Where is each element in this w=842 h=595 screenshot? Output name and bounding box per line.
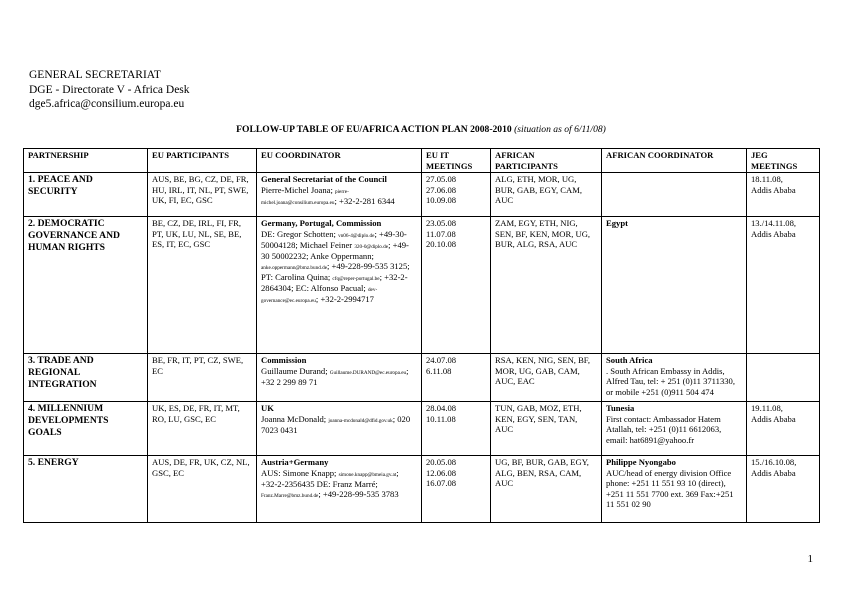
eu-coordinator-cell [257,217,422,354]
eu-coordinator-cell [257,402,422,456]
meeting-date: 28.04.08 [426,403,457,413]
col-header-eu-coordinator: EU COORDINATOR [257,149,422,173]
col-header-eu-it-meetings: EU IT MEETINGS [422,149,491,173]
african-coordinator-cell [602,217,747,354]
title-main: FOLLOW-UP TABLE OF EU/AFRICA ACTION PLAN 2008-2010 [236,124,512,135]
coordinator-text: ; +32-2-2356435 DE: Franz Marré; [261,467,399,489]
meeting-date: 24.07.08 [426,355,457,365]
coordinator-text: ; +49-228-99-535 3125; PT: Carolina Quina; [261,261,410,283]
coordinator-text: ; +32-2-2864304; EC: Alfonso Pacual; [261,272,408,294]
partnership-cell: 1. PEACE AND SECURITY [24,173,148,217]
jeg-meeting-text: Addis Ababa [751,467,796,478]
meeting-date: 10.11.08 [426,413,456,424]
table-row [24,217,820,354]
meeting-date: 20.05.08 [426,457,457,467]
african-participants-cell: UG, BF, BUR, GAB, EGY, ALG, BEN, RSA, CAM, AUC [491,456,602,523]
coordinator-text: Guillaume.DURAND@ec.europa.eu [329,369,407,376]
coordinator-text: ; +49-30-50004128; Michael Feiner [261,228,407,250]
coordinator-text: Joanna McDonald; [261,413,329,424]
african-coordinator-text: Tunesia [606,403,635,413]
african-coordinator-text: First contact: Ambassador Hatem Atallah, tel: +251 (0)11 6612063, email: hat6891@yahoo.fr [606,413,722,445]
col-header-african-participants: AFRICAN PARTICIPANTS [491,149,602,173]
meeting-date: 27.06.08 [426,184,457,195]
coordinator-text: 320-0@diplo.de [354,243,389,250]
title-situation: (situation as of 6/11/08) [514,124,606,135]
col-header-eu-participants: EU PARTICIPANTS [148,149,257,173]
meeting-date: 10.09.08 [426,195,457,206]
page-number: 1 [807,553,813,565]
coordinator-text: Commission [261,355,307,365]
meeting-date: 6.11.08 [426,365,452,376]
african-coordinator-cell [602,456,747,523]
eu-coordinator-cell [257,354,422,402]
african-coordinator-text: AUC/head of energy division Office phone: +251 11 551 93 10 (direct), +251 11 551 7700 ext. 369 Fax:+251 11 551 02 90 [606,467,734,510]
african-participants-cell: TUN, GAB, MOZ, ETH, KEN, EGY, SEN, TAN, AUC [491,402,602,456]
african-participants-cell: ZAM, EGY, ETH, NIG, SEN, BF, KEN, MOR, UG, BUR, ALG, RSA, AUC [491,217,602,354]
partnership-cell: 4. MILLENNIUM DEVELOPMENTS GOALS [24,402,148,456]
eu-it-meetings-cell [422,173,491,217]
coordinator-text: ; 020 7023 0431 [261,413,411,435]
meeting-date: 11.07.08 [426,228,456,239]
table-row [24,456,820,523]
meeting-date: 12.06.08 [426,467,457,478]
jeg-meeting-text: 15./16.10.08, [751,457,797,467]
coordinator-text: Guillaume Durand; [261,365,330,376]
eu-coordinator-cell [257,173,422,217]
coordinator-text: ; +32 2 299 89 71 [261,365,409,387]
coordinator-text: AUS: Simone Knapp; [261,467,339,478]
header-line-2: DGE - Directorate V - Africa Desk [29,83,190,96]
page-title [0,124,842,135]
eu-participants-cell: AUS, DE, FR, UK, CZ, NL, GSC, EC [148,456,257,523]
jeg-meeting-text: Addis Ababa [751,228,796,239]
eu-participants-cell: AUS, BE, BG, CZ, DE, FR, HU, IRL, IT, NL, PT, SWE, UK, FI, EC, GSC [148,173,257,217]
col-header-jeg-meetings: JEG MEETINGS [747,149,820,173]
col-header-african-coordinator: AFRICAN COORDINATOR [602,149,747,173]
partnership-cell: 5. ENERGY [24,456,148,523]
jeg-meetings-cell [747,456,820,523]
jeg-meeting-text: 18.11.08, [751,174,783,184]
coordinator-text: vn06-4@diplo.de [338,232,375,239]
coordinator-text: joanna-mcdonald@dfid.gov.uk [328,417,393,424]
african-coordinator-cell [602,173,747,217]
header-line-1: GENERAL SECRETARIAT [29,69,161,81]
header-email: dge5.africa@consilium.europa.eu [29,98,185,110]
coordinator-text: ; +49-30 50002232; Anke Oppermann; [261,239,409,261]
coordinator-text: dev-governance@ec.europa.eu [261,287,378,305]
eu-it-meetings-cell [422,402,491,456]
meeting-date: 20.10.08 [426,239,457,250]
coordinator-text: ; +49-228-99-535 3783 [318,489,399,500]
coordinator-text: anke.oppermann@bmz.bund.de [261,265,327,272]
coordinator-text: Pierre-Michel Joana; [261,184,335,195]
eu-it-meetings-cell [422,456,491,523]
meeting-date: 16.07.08 [426,478,457,489]
eu-it-meetings-cell [422,217,491,354]
table-header-row [24,149,820,173]
jeg-meeting-text: Addis Ababa [751,413,796,424]
col-header-partnership: PARTNERSHIP [24,149,148,173]
coordinator-text: ; +32-2-2994717 [315,294,374,305]
african-participants-cell: RSA, KEN, NIG, SEN, BF, MOR, UG, GAB, CAM, AUC, EAC [491,354,602,402]
coordinator-text: Germany, Portugal, Commission [261,218,382,228]
african-coordinator-text: . South African Embassy in Addis, Alfred Tau, tel: + 251 (0)11 3711330, or mobile +251 (0)911 504 474 [606,365,735,397]
african-coordinator-text: Egypt [606,218,628,228]
eu-participants-cell: UK, ES, DE, FR, IT, MT, RO, LU, GSC, EC [148,402,257,456]
coordinator-text: Austria+Germany [261,457,329,467]
jeg-meeting-text: 13./14.11.08, [751,218,797,228]
coordinator-text: Franz.Marre@bmz.bund.de [261,493,319,500]
coordinator-text: ; +32-2-281 6344 [334,195,395,206]
jeg-meetings-cell [747,173,820,217]
jeg-meetings-cell [747,402,820,456]
table-row [24,173,820,217]
table-row [24,402,820,456]
african-coordinator-cell [602,402,747,456]
eu-it-meetings-cell [422,354,491,402]
eu-participants-cell: BE, CZ, DE, IRL, FI, FR, PT, UK, LU, NL, SE, BE, ES, IT, EC, GSC [148,217,257,354]
coordinator-text: cfq@reper-portugal.be [332,276,380,283]
meeting-date: 27.05.08 [426,174,457,184]
jeg-meetings-cell [747,354,820,402]
eu-participants-cell: BE, FR, IT, PT, CZ, SWE, EC [148,354,257,402]
coordinator-text: General Secretariat of the Council [261,174,387,184]
coordinator-text: pierre-michel.joana@consilium.europa.eu [261,188,349,206]
jeg-meetings-cell [747,217,820,354]
jeg-meeting-text: Addis Ababa [751,184,796,195]
action-plan-table [23,148,820,523]
meeting-date: 23.05.08 [426,218,457,228]
jeg-meeting-text: 19.11.08, [751,403,783,413]
african-coordinator-cell [602,354,747,402]
coordinator-text: UK [261,403,274,413]
table-row [24,354,820,402]
partnership-cell: 3. TRADE AND REGIONAL INTEGRATION [24,354,148,402]
african-coordinator-text: South Africa [606,355,653,365]
african-participants-cell: ALG, ETH, MOR, UG, BUR, GAB, EGY, CAM, AUC [491,173,602,217]
african-coordinator-text: Philippe Nyongabo [606,457,676,467]
coordinator-text: DE: Gregor Schotten; [261,228,339,239]
document-header [29,68,190,112]
partnership-cell: 2. DEMOCRATIC GOVERNANCE AND HUMAN RIGHTS [24,217,148,354]
coordinator-text: simone.knapp@bmeia.gv.at [338,471,397,478]
eu-coordinator-cell [257,456,422,523]
